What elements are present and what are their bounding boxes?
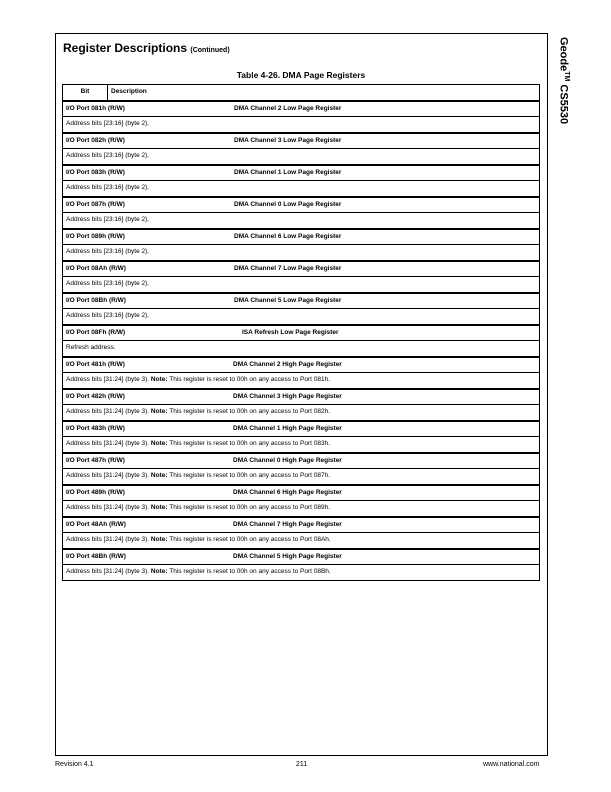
- footer-rule: [55, 755, 548, 756]
- note-text: This register is reset to 00h on any access to Port 083h.: [169, 440, 331, 447]
- footer-page-number: 211: [296, 761, 308, 768]
- note-text: This register is reset to 00h on any access to Port 08Bh.: [169, 568, 331, 575]
- register-description: Address bits [23:16] (byte 2).: [66, 184, 150, 191]
- note-label: Note:: [150, 472, 168, 479]
- register-header-row: [63, 101, 540, 117]
- header-bit: Bit: [63, 85, 108, 101]
- register-name: DMA Channel 5 High Page Register: [233, 552, 342, 560]
- register-port: I/O Port 483h (R/W): [66, 424, 125, 432]
- register-description: Address bits [23:16] (byte 2).: [66, 248, 150, 255]
- register-name: DMA Channel 1 High Page Register: [233, 424, 342, 432]
- register-description: Address bits [31:24] (byte 3).: [66, 536, 150, 543]
- register-description-row: [63, 149, 540, 165]
- note-text: This register is reset to 00h on any access to Port 082h.: [169, 408, 331, 415]
- register-name: DMA Channel 7 High Page Register: [233, 520, 342, 528]
- register-port: I/O Port 083h (R/W): [66, 168, 125, 176]
- register-description: Address bits [31:24] (byte 3).: [66, 568, 150, 575]
- note-label: Note:: [150, 536, 168, 543]
- register-description-row: [63, 213, 540, 229]
- register-name: DMA Channel 3 High Page Register: [233, 392, 342, 400]
- register-description-row: [63, 181, 540, 197]
- register-header-row: [63, 293, 540, 309]
- register-port: I/O Port 089h (R/W): [66, 232, 125, 240]
- register-port: I/O Port 08Ah (R/W): [66, 264, 126, 272]
- register-port: I/O Port 082h (R/W): [66, 136, 125, 144]
- register-name: DMA Channel 0 Low Page Register: [234, 200, 342, 208]
- register-name: DMA Channel 2 Low Page Register: [234, 104, 342, 112]
- register-name: DMA Channel 0 High Page Register: [233, 456, 342, 464]
- register-port: I/O Port 481h (R/W): [66, 360, 125, 368]
- register-description-row: [63, 277, 540, 293]
- register-port: I/O Port 48Ah (R/W): [66, 520, 126, 528]
- register-port: I/O Port 482h (R/W): [66, 392, 125, 400]
- register-port: I/O Port 08Fh (R/W): [66, 328, 126, 336]
- note-label: Note:: [150, 440, 168, 447]
- register-header-row: [63, 389, 540, 405]
- register-port: I/O Port 08Bh (R/W): [66, 296, 126, 304]
- register-table: [62, 84, 540, 581]
- register-description: Address bits [23:16] (byte 2).: [66, 216, 150, 223]
- side-brand: Geode: [557, 37, 570, 72]
- register-header-row: [63, 197, 540, 213]
- register-port: I/O Port 081h (R/W): [66, 104, 125, 112]
- register-name: DMA Channel 7 Low Page Register: [234, 264, 342, 272]
- register-name: DMA Channel 5 Low Page Register: [234, 296, 342, 304]
- register-header-row: [63, 325, 540, 341]
- register-name: DMA Channel 3 Low Page Register: [234, 136, 342, 144]
- register-description-row: [63, 533, 540, 549]
- register-header-row: [63, 485, 540, 501]
- note-label: Note:: [150, 504, 168, 511]
- side-trademark: TM: [563, 71, 570, 82]
- register-port: I/O Port 487h (R/W): [66, 456, 125, 464]
- register-header-row: [63, 229, 540, 245]
- section-title: [63, 41, 230, 55]
- register-description-row: [63, 373, 540, 389]
- register-description: Address bits [23:16] (byte 2).: [66, 312, 150, 319]
- register-description: Address bits [31:24] (byte 3).: [66, 408, 150, 415]
- note-label: Note:: [150, 568, 168, 575]
- footer-url: www.national.com: [483, 761, 540, 768]
- footer-revision: Revision 4.1: [55, 761, 94, 768]
- register-name: DMA Channel 6 High Page Register: [233, 488, 342, 496]
- register-description: Address bits [31:24] (byte 3).: [66, 504, 150, 511]
- table-header-row: [63, 85, 540, 101]
- register-description-row: [63, 117, 540, 133]
- note-label: Note:: [150, 376, 168, 383]
- note-label: Note:: [150, 408, 168, 415]
- note-text: This register is reset to 00h on any access to Port 087h.: [169, 472, 331, 479]
- register-description-row: [63, 245, 540, 261]
- register-description: Refresh address.: [66, 344, 116, 351]
- section-subtitle: (Continued): [190, 47, 230, 54]
- table-title: Table 4-26. DMA Page Registers: [236, 70, 366, 80]
- register-name: DMA Channel 6 Low Page Register: [234, 232, 342, 240]
- register-header-row: [63, 453, 540, 469]
- register-description-row: [63, 565, 540, 581]
- register-description-row: [63, 437, 540, 453]
- register-header-row: [63, 549, 540, 565]
- register-header-row: [63, 517, 540, 533]
- note-text: This register is reset to 00h on any access to Port 081h.: [169, 376, 331, 383]
- header-description: Description: [108, 85, 540, 101]
- note-text: This register is reset to 00h on any access to Port 089h.: [169, 504, 331, 511]
- note-text: This register is reset to 00h on any access to Port 08Ah.: [169, 536, 331, 543]
- register-description-row: [63, 501, 540, 517]
- register-header-row: [63, 261, 540, 277]
- register-name: DMA Channel 1 Low Page Register: [234, 168, 342, 176]
- register-description-row: [63, 469, 540, 485]
- register-port: I/O Port 087h (R/W): [66, 200, 125, 208]
- register-header-row: [63, 165, 540, 181]
- register-rows: [63, 101, 540, 581]
- side-title: [556, 37, 570, 157]
- register-description-row: [63, 405, 540, 421]
- register-name: DMA Channel 2 High Page Register: [233, 360, 342, 368]
- register-header-row: [63, 357, 540, 373]
- register-port: I/O Port 48Bh (R/W): [66, 552, 126, 560]
- side-model: CS5530: [557, 84, 570, 125]
- register-description-row: [63, 341, 540, 357]
- register-description: Address bits [31:24] (byte 3).: [66, 440, 150, 447]
- register-description-row: [63, 309, 540, 325]
- register-description: Address bits [23:16] (byte 2).: [66, 120, 150, 127]
- register-description: Address bits [23:16] (byte 2).: [66, 152, 150, 159]
- register-description: Address bits [23:16] (byte 2).: [66, 280, 150, 287]
- register-port: I/O Port 489h (R/W): [66, 488, 125, 496]
- section-title-text: Register Descriptions: [63, 41, 188, 55]
- register-header-row: [63, 421, 540, 437]
- register-description: Address bits [31:24] (byte 3).: [66, 376, 150, 383]
- register-name: ISA Refresh Low Page Register: [242, 328, 339, 336]
- register-header-row: [63, 133, 540, 149]
- register-description: Address bits [31:24] (byte 3).: [66, 472, 150, 479]
